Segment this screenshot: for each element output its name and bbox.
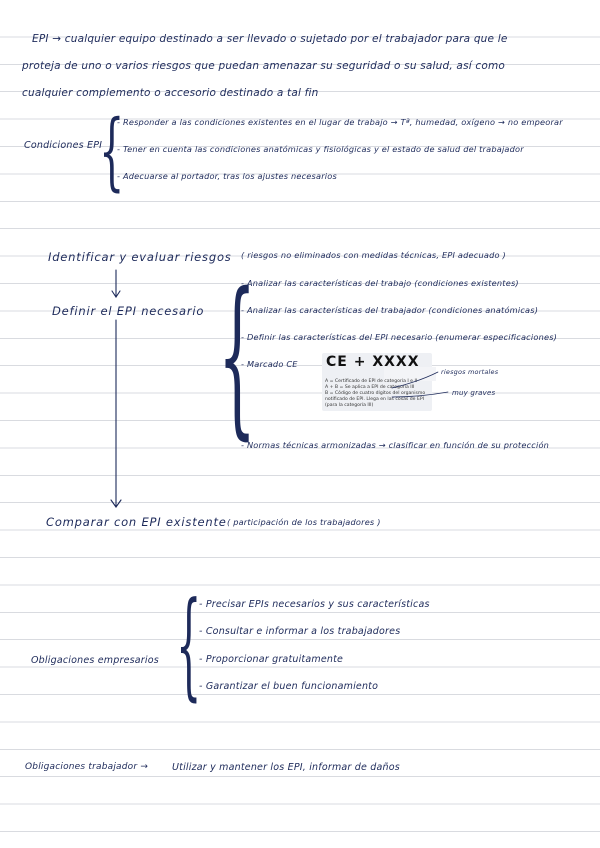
empresarios-item-1: - Precisar EPIs necesarios y sus características — [199, 599, 430, 610]
empresarios-label: Obligaciones empresarios — [31, 655, 159, 666]
empresarios-item-4: - Garantizar el buen funcionamiento — [199, 681, 379, 692]
empresarios-item-3: - Proporcionar gratuitamente — [199, 654, 344, 665]
definition-line-2: proteja de uno o varios riesgos que puedan amenazar su seguridad o su salud, así como — [22, 60, 506, 72]
step-definir: Definir el EPI necesario — [52, 304, 205, 318]
condiciones-label: Condiciones EPI — [24, 140, 103, 151]
definir-item-2: - Analizar las características del trabajador (condiciones anatómicas) — [241, 305, 539, 315]
ce-note-graves: muy graves — [452, 389, 496, 397]
ce-note-mortales: riesgos mortales — [441, 368, 499, 376]
condiciones-brace: { — [99, 103, 125, 201]
definir-item-5: - Normas técnicas armonizadas → clasificar en función de su protección — [241, 440, 550, 450]
step-comparar: Comparar con EPI existente — [46, 515, 227, 529]
condiciones-item-3: - Adecuarse al portador, tras los ajustes necesarios — [117, 171, 337, 181]
definition-line-3: cualquier complemento o accesorio destinado a tal fin — [22, 87, 319, 99]
trabajador-label: Obligaciones trabajador → — [25, 762, 149, 772]
ce-line-5: (para la categoría III) — [325, 403, 374, 408]
trabajador-text: Utilizar y mantener los EPI, informar de daños — [172, 762, 400, 773]
step-identificar-note: ( riesgos no eliminados con medidas técnicas, EPI adecuado ) — [241, 250, 506, 260]
empresarios-item-2: - Consultar e informar a los trabajadores — [199, 626, 401, 637]
ce-mark: CE + XXXX — [326, 354, 420, 370]
condiciones-item-1: - Responder a las condiciones existentes en el lugar de trabajo → Tª, humedad, oxígeno → no empeorar — [117, 117, 563, 127]
ce-line-1: A = Certificado de EPI de categoría I e II — [325, 379, 418, 384]
arrowhead-1 — [112, 291, 120, 297]
ce-line-3: B = Código de cuatro dígitos del organismo — [325, 391, 426, 396]
definir-brace: { — [218, 257, 257, 458]
step-identificar: Identificar y evaluar riesgos — [48, 250, 232, 264]
empresarios-brace: { — [176, 580, 202, 714]
condiciones-item-2: - Tener en cuenta las condiciones anatómicas y fisiológicas y el estado de salud del trabajador — [117, 144, 524, 154]
definition-line-1: EPI → cualquier equipo destinado a ser llevado o sujetado por el trabajador para que le — [32, 33, 508, 45]
ce-line-2: A + B = Se aplica a EPI de categoría III — [325, 385, 415, 390]
arrowhead-2 — [111, 500, 121, 507]
definir-item-3: - Definir las características del EPI necesario (enumerar especificaciones) — [241, 332, 558, 342]
definir-item-4: - Marcado CE — [241, 359, 298, 369]
step-comparar-note: ( participación de los trabajadores ) — [227, 517, 381, 527]
ce-line-4: notificado de EPI. Llega en las cosas de EPI — [325, 397, 424, 402]
definir-item-1: - Analizar las características del trabajo (condiciones existentes) — [241, 278, 519, 288]
